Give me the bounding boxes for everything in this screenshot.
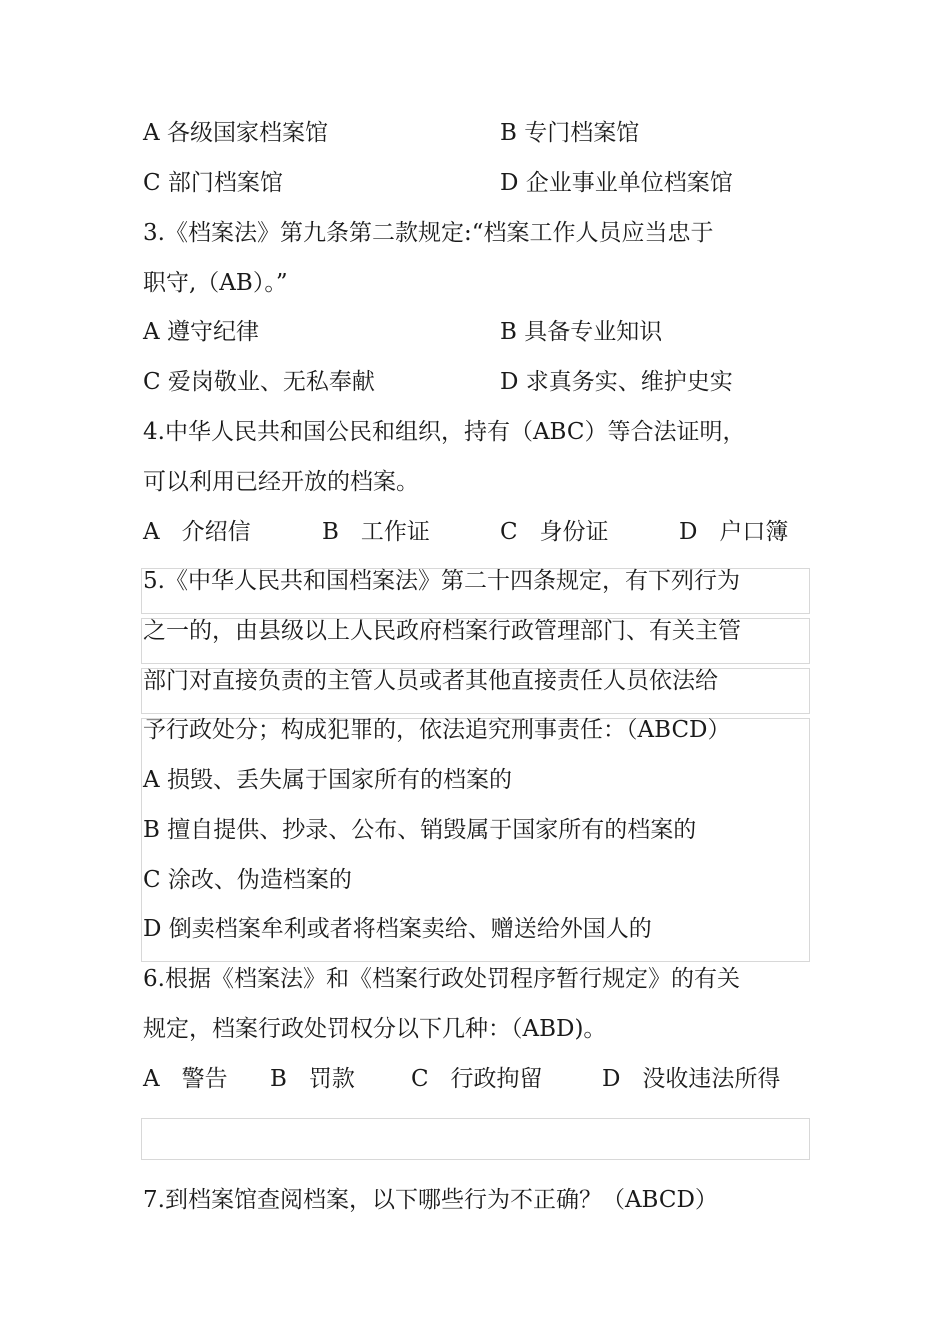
q5-question-line-3: 部门对直接负责的主管人员或者其他直接责任人员依法给 [143,668,718,694]
q6-option-a: A 警告 [143,1066,228,1092]
q6-option-c: C 行政拘留 [411,1066,543,1092]
q5-question-line-2: 之一的，由县级以上人民政府档案行政管理部门、有关主管 [143,618,741,644]
q2-option-a: A 各级国家档案馆 [143,120,328,146]
q3-option-a: A 遵守纪律 [143,319,259,345]
q5-option-c: C 涂改、伪造档案的 [143,867,352,893]
q5-option-b: B 擅自提供、抄录、公布、销毁属于国家所有的档案的 [143,817,697,843]
q3-option-d: D 求真务实、维护史实 [500,369,733,395]
q4-option-a: A 介绍信 [143,519,251,545]
q3-option-c: C 爱岗敬业、无私奉献 [143,369,375,395]
q5-question-line-4: 予行政处分；构成犯罪的，依法追究刑事责任：（ABCD） [143,717,731,743]
q6-option-d: D 没收违法所得 [602,1066,781,1092]
q6-question-line-2: 规定，档案行政处罚权分以下几种：（ABD)。 [143,1016,607,1042]
q3-question-line-2: 职守,（AB）。” [143,270,288,296]
q5-option-d: D 倒卖档案牟利或者将档案卖给、赠送给外国人的 [143,916,652,942]
q2-option-d: D 企业事业单位档案馆 [500,170,733,196]
q7-question-line-1: 7.到档案馆查阅档案，以下哪些行为不正确？（ABCD） [143,1187,718,1213]
q3-option-b: B 具备专业知识 [500,319,663,345]
q4-question-line-1: 4.中华人民共和国公民和组织，持有（ABC）等合法证明， [143,419,746,445]
q4-option-b: B 工作证 [322,519,430,545]
q4-option-c: C 身份证 [500,519,609,545]
q2-option-b: B 专门档案馆 [500,120,640,146]
q5-question-line-1: 5.《中华人民共和国档案法》第二十四条规定，有下列行为 [143,568,740,594]
q6-question-line-1: 6.根据《档案法》和《档案行政处罚程序暂行规定》的有关 [143,966,740,992]
empty-frame [141,1118,810,1160]
q4-option-d: D 户口簿 [679,519,789,545]
q3-question-line-1: 3.《档案法》第九条第二款规定:“档案工作人员应当忠于 [143,220,714,246]
q5-option-a: A 损毁、丢失属于国家所有的档案的 [143,767,512,793]
q6-option-b: B 罚款 [270,1066,355,1092]
q2-option-c: C 部门档案馆 [143,170,283,196]
q4-question-line-2: 可以利用已经开放的档案。 [143,469,419,495]
